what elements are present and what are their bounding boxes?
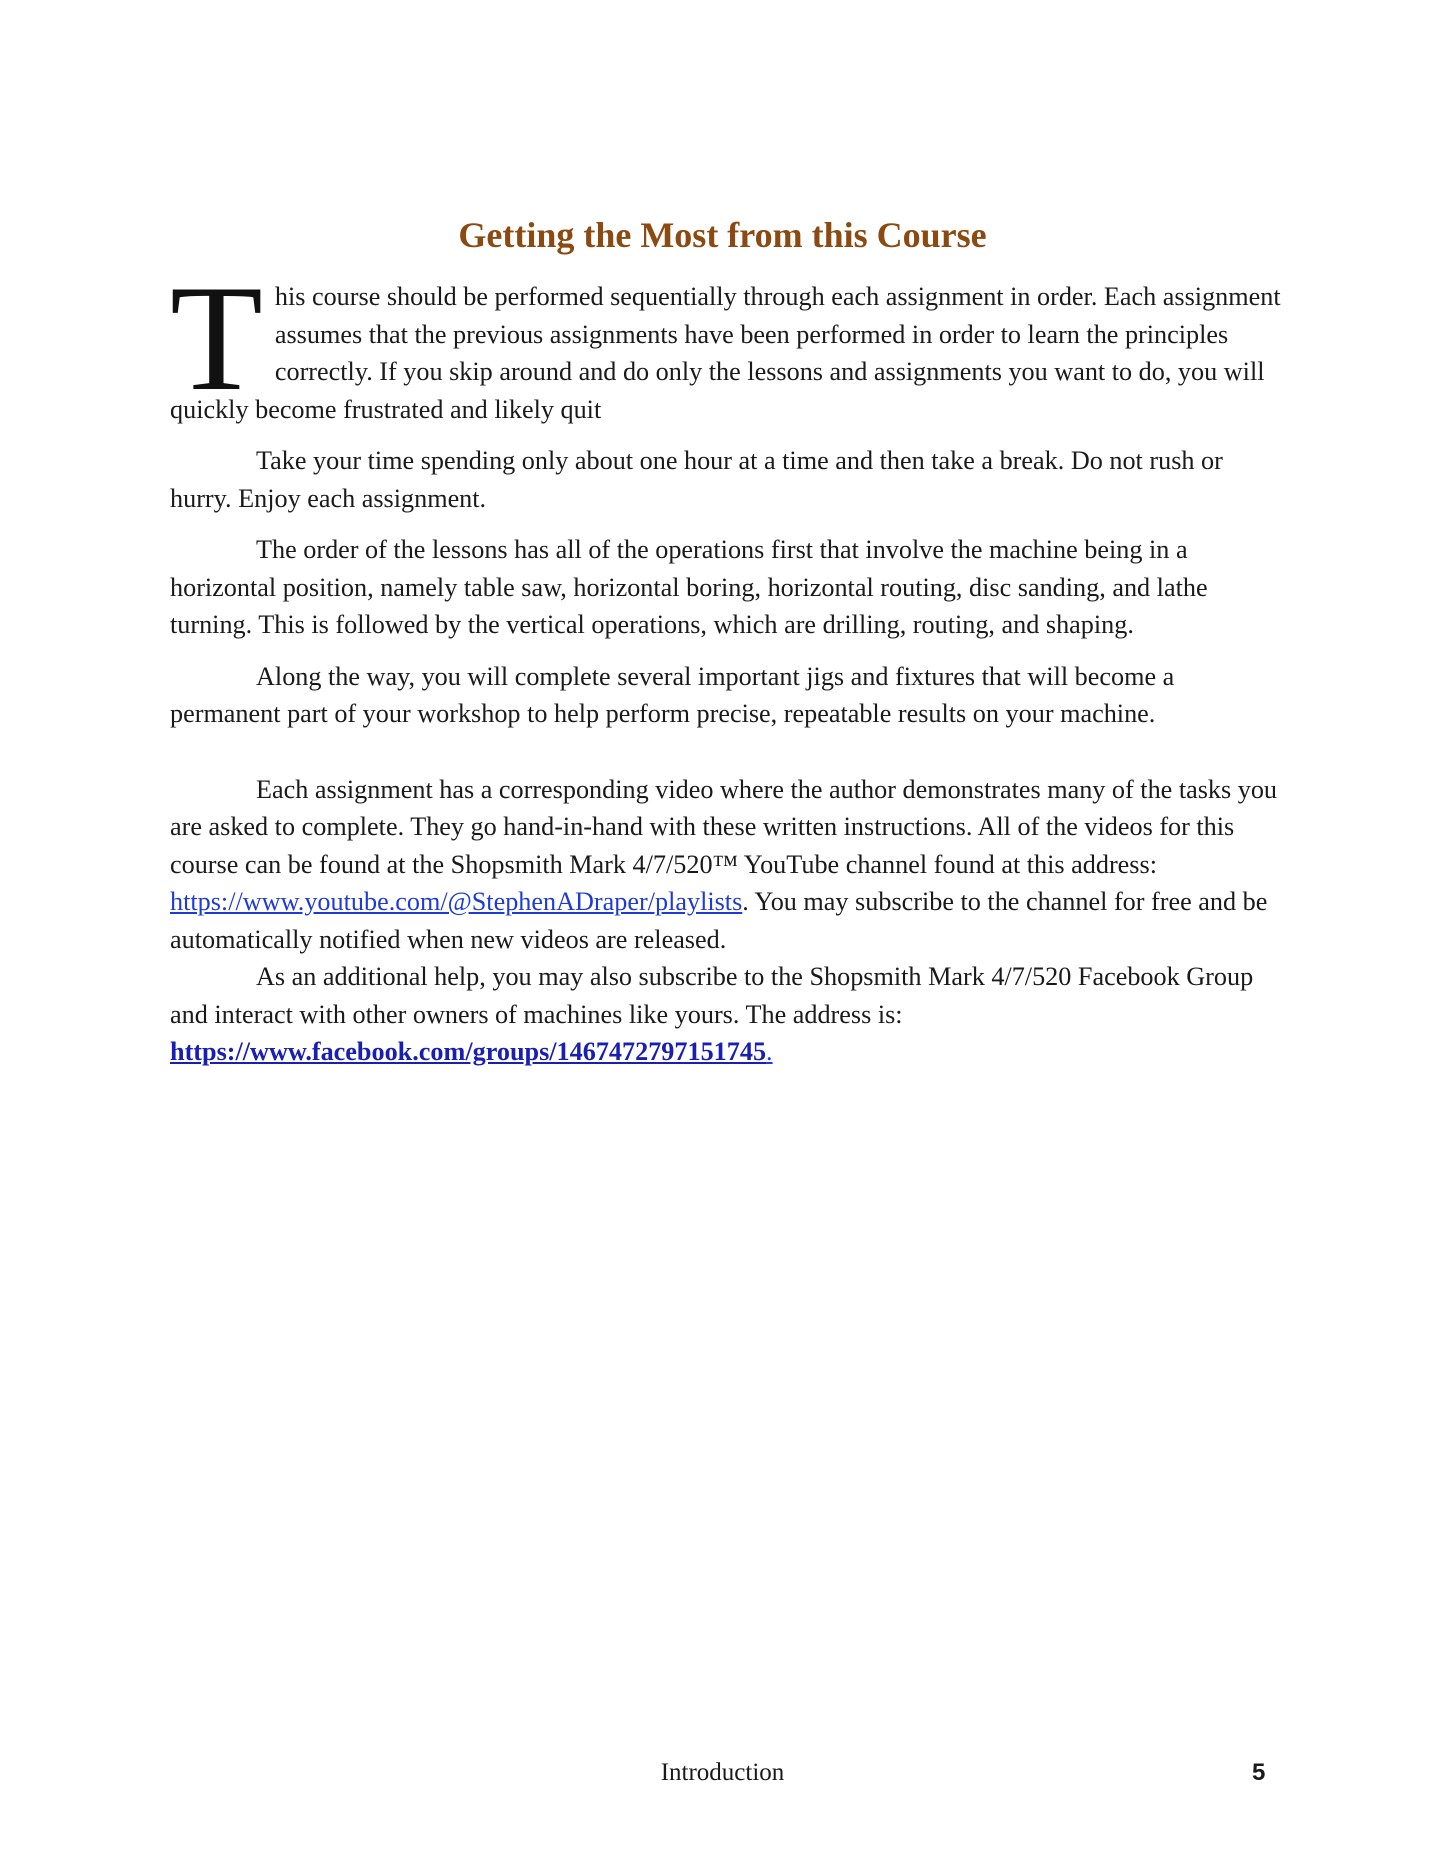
page-title: Getting the Most from this Course [458, 215, 987, 255]
page-number: 5 [1252, 1759, 1266, 1786]
paragraph-facebook-text: As an additional help, you may also subscribe to the Shopsmith Mark 4/7/520 Facebook Group and interact with other owners of machines like yours. The address is: [170, 962, 1254, 1029]
youtube-link[interactable]: https://www.youtube.com/@StephenADraper/playlists [170, 887, 743, 916]
drop-cap: T [170, 254, 263, 422]
body-text [170, 254, 1285, 1071]
paragraph-intro-text: his course should be performed sequentially through each assignment in order. Each assignment assumes that the previous assignments have been performed in order to learn the principles correctly. If you skip around and do only the lessons and assignments you want to do, you will quickly become frustrated and likely quit [170, 282, 1281, 424]
paragraph-jigs: Along the way, you will complete several important jigs and fixtures that will become a permanent part of your workshop to help perform precise, repeatable results on your machine. [170, 661, 1175, 728]
paragraph-intro [170, 254, 1285, 428]
footer-section: Introduction [660, 1759, 785, 1786]
paragraph-videos [170, 771, 1285, 959]
facebook-link[interactable]: https://www.facebook.com/groups/1467472797151745 [170, 1037, 767, 1066]
paragraph-time: Take your time spending only about one hour at a time and then take a break. Do not rush or hurry. Enjoy each assignment. [170, 446, 1223, 513]
paragraph-facebook [170, 958, 1285, 1071]
paragraph-order: The order of the lessons has all of the operations first that involve the machine being in a horizontal position, namely table saw, horizontal boring, horizontal routing, disc sanding, and lathe turning. This is followed by the vertical operations, which are drilling, routing, and shaping. [170, 535, 1208, 639]
paragraph-videos-text: Each assignment has a corresponding video where the author demonstrates many of the tasks you are asked to complete. They go hand-in-hand with these written instructions. All of the videos for this course can be found at the Shopsmith Mark 4/7/520™ YouTube channel found at this address: [170, 774, 1278, 879]
facebook-link-period: . [766, 1037, 773, 1066]
paragraph-videos-text-end: . You may subscribe to the channel for free and be automatically notified when new videos are released. [170, 887, 1268, 954]
